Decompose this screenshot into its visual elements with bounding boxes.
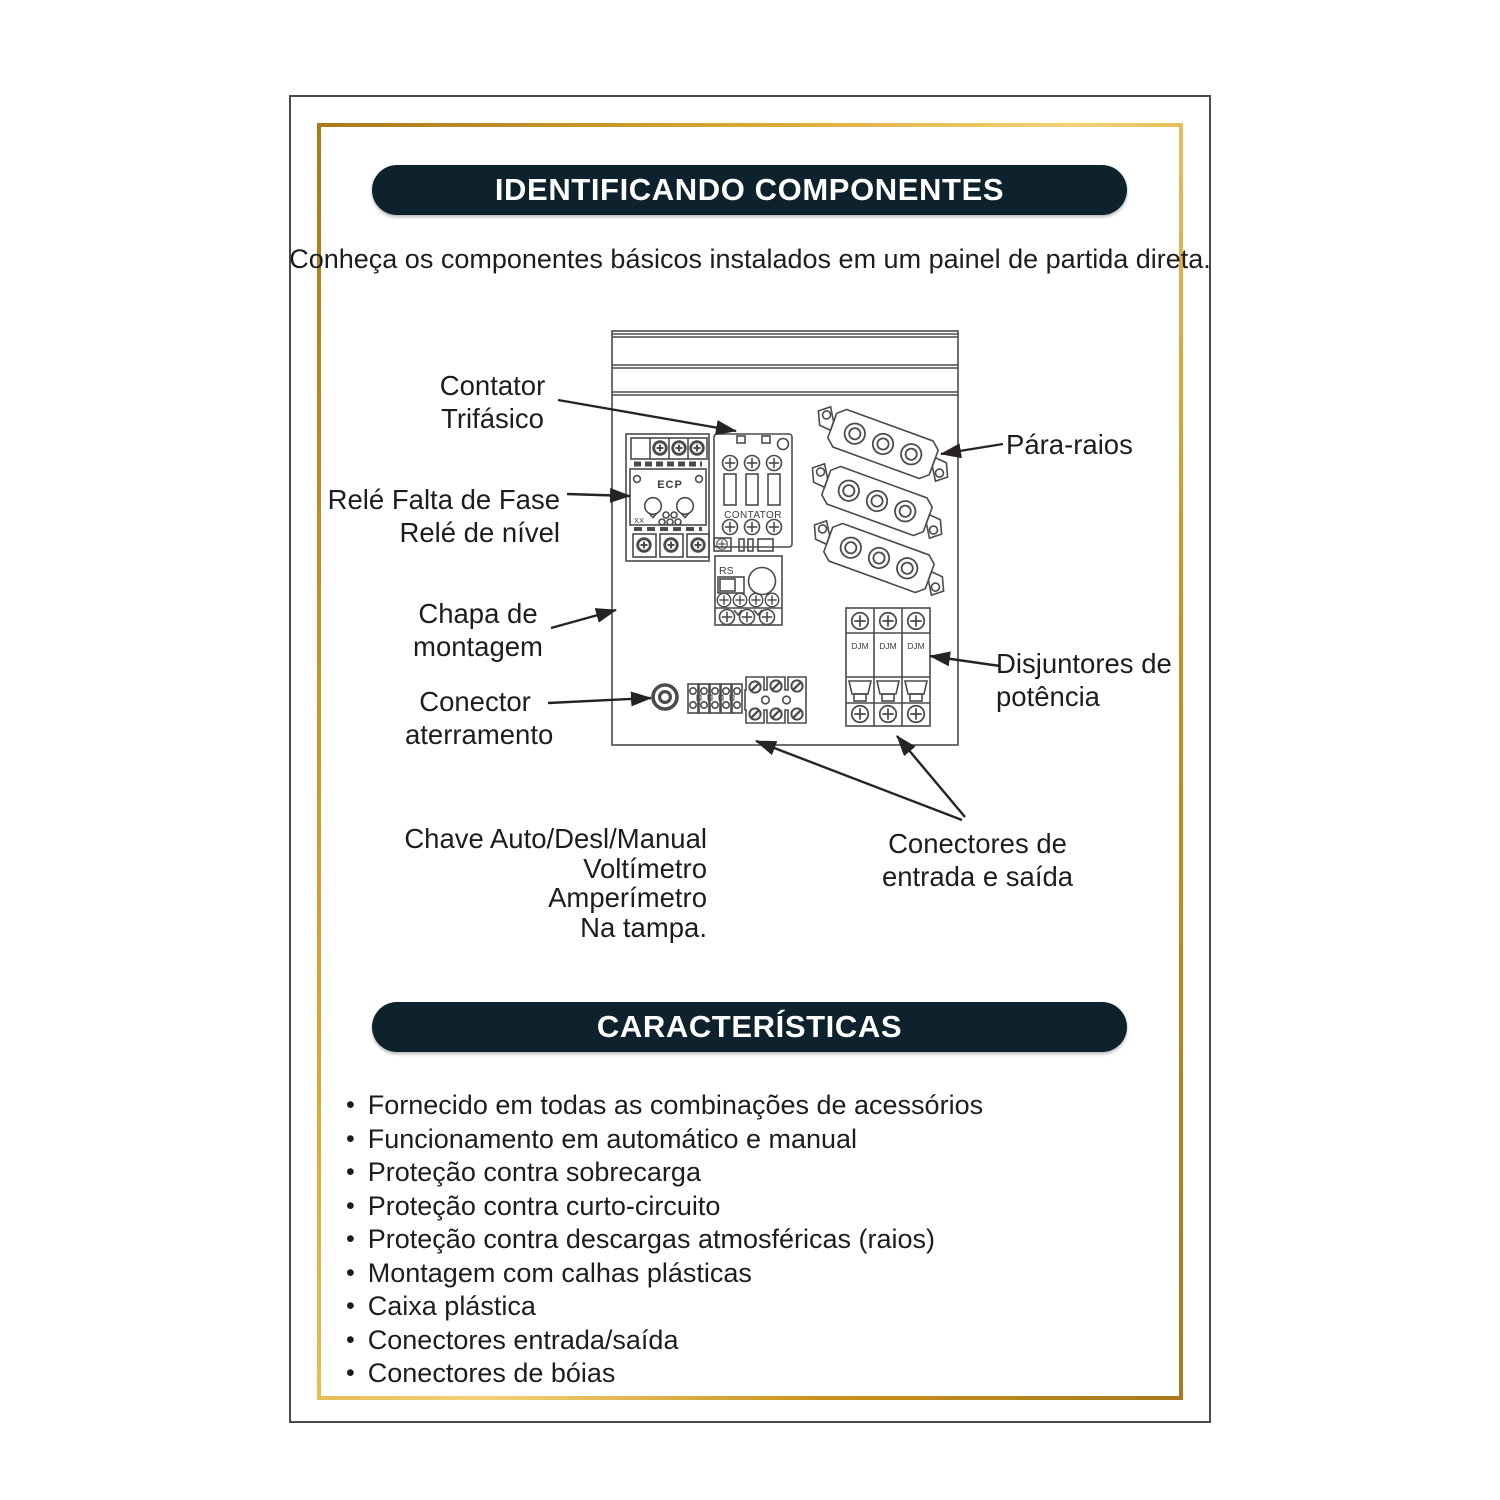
- label-rele: [300, 483, 560, 549]
- feature-item: [346, 1257, 1191, 1291]
- circuit-breakers: [846, 608, 930, 726]
- label-disjuntores-de-potencia: [996, 647, 1172, 713]
- feature-text: Conectores entrada/saída: [367, 1324, 679, 1355]
- ecp-logo-text: ECP: [657, 479, 683, 491]
- bullet-icon: •: [346, 1325, 355, 1354]
- label-contator-trifasico: [420, 369, 565, 435]
- label-chapa-de-montagem: [408, 597, 548, 663]
- label-line: Chapa de: [418, 598, 538, 629]
- label-chave-na-tampa: [395, 824, 707, 942]
- contactor: [714, 434, 792, 551]
- label-line: montagem: [413, 631, 543, 662]
- terminal-block: [745, 677, 806, 723]
- arrow-conectores-1: [756, 741, 962, 820]
- features-list: [346, 1089, 1191, 1391]
- surge-arrester: [809, 401, 958, 488]
- label-conectores-entrada-saida: [870, 827, 1085, 893]
- feature-item: [346, 1223, 1191, 1257]
- section-title-identificando: IDENTIFICANDO COMPONENTES: [372, 165, 1127, 215]
- bullet-icon: •: [346, 1191, 355, 1220]
- djm-text: DJM: [851, 641, 869, 651]
- feature-item: [346, 1357, 1191, 1391]
- feature-text: Proteção contra descargas atmosféricas (raios): [367, 1224, 936, 1254]
- label-line: Relé Falta de Fase: [327, 484, 560, 515]
- arrow-conectores-2: [897, 736, 965, 817]
- feature-text: Conectores de bóias: [367, 1358, 616, 1388]
- arrow-chapa: [551, 610, 616, 628]
- section-title-caracteristicas: CARACTERÍSTICAS: [372, 1002, 1127, 1052]
- feature-text: Fornecido em todas as combinações de acessórios: [367, 1090, 984, 1120]
- label-line: Voltímetro: [583, 852, 707, 884]
- label-line: aterramento: [405, 719, 554, 750]
- label-line: Relé de nível: [399, 517, 560, 548]
- feature-item: [346, 1089, 1191, 1123]
- feature-text: Proteção contra curto-circuito: [367, 1190, 721, 1221]
- label-line: Contator: [439, 370, 546, 401]
- feature-text: Proteção contra sobrecarga: [367, 1157, 701, 1187]
- bullet-icon: •: [346, 1124, 355, 1153]
- relay-xx-text: XX: [634, 516, 645, 525]
- label-line: Chave Auto/Desl/Manual: [404, 823, 707, 854]
- feature-item: [346, 1190, 1191, 1224]
- label-line: entrada e saída: [881, 861, 1074, 892]
- feature-item: [346, 1290, 1191, 1324]
- feature-item: [346, 1324, 1191, 1358]
- feature-item: [346, 1156, 1191, 1190]
- feature-text: Montagem com calhas plásticas: [367, 1257, 752, 1288]
- overload-relay: [715, 556, 782, 625]
- ground-connector: [653, 685, 677, 709]
- djm-text: DJM: [879, 641, 897, 651]
- label-line: potência: [996, 681, 1100, 712]
- bullet-icon: •: [346, 1359, 355, 1387]
- arrow-disjuntores: [930, 656, 1000, 666]
- feature-text: Caixa plástica: [367, 1291, 536, 1321]
- label-line: Conector: [419, 686, 531, 717]
- phase-failure-relay: [626, 434, 709, 561]
- label-line: Trifásico: [441, 403, 544, 434]
- bullet-icon: •: [346, 1292, 355, 1320]
- djm-text: DJM: [907, 641, 925, 651]
- rs-text: RS: [719, 565, 734, 577]
- intro-text: Conheça os componentes básicos instalados em um painel de partida direta.: [289, 244, 1211, 274]
- arrow-rele: [567, 494, 630, 496]
- terminal-strip: [688, 684, 742, 713]
- label-conector-aterramento: [405, 685, 554, 751]
- label-line: Pára-raios: [1006, 429, 1133, 460]
- label-line: Conectores de: [888, 828, 1067, 859]
- label-line: Disjuntores de: [996, 648, 1172, 679]
- feature-item: [346, 1123, 1191, 1157]
- feature-text: Funcionamento em automático e manual: [367, 1123, 858, 1154]
- bullet-icon: •: [346, 1225, 355, 1253]
- contactor-text: CONTATOR: [724, 510, 782, 521]
- bullet-icon: •: [346, 1258, 355, 1287]
- bullet-icon: •: [346, 1158, 355, 1186]
- arrow-conector: [548, 698, 651, 703]
- bullet-icon: •: [346, 1091, 355, 1119]
- arrow-contator: [558, 400, 736, 431]
- label-line: Na tampa.: [580, 911, 707, 943]
- arrow-pararaios: [941, 444, 1003, 454]
- label-line: Amperímetro: [548, 882, 707, 913]
- label-para-raios: [1006, 428, 1133, 461]
